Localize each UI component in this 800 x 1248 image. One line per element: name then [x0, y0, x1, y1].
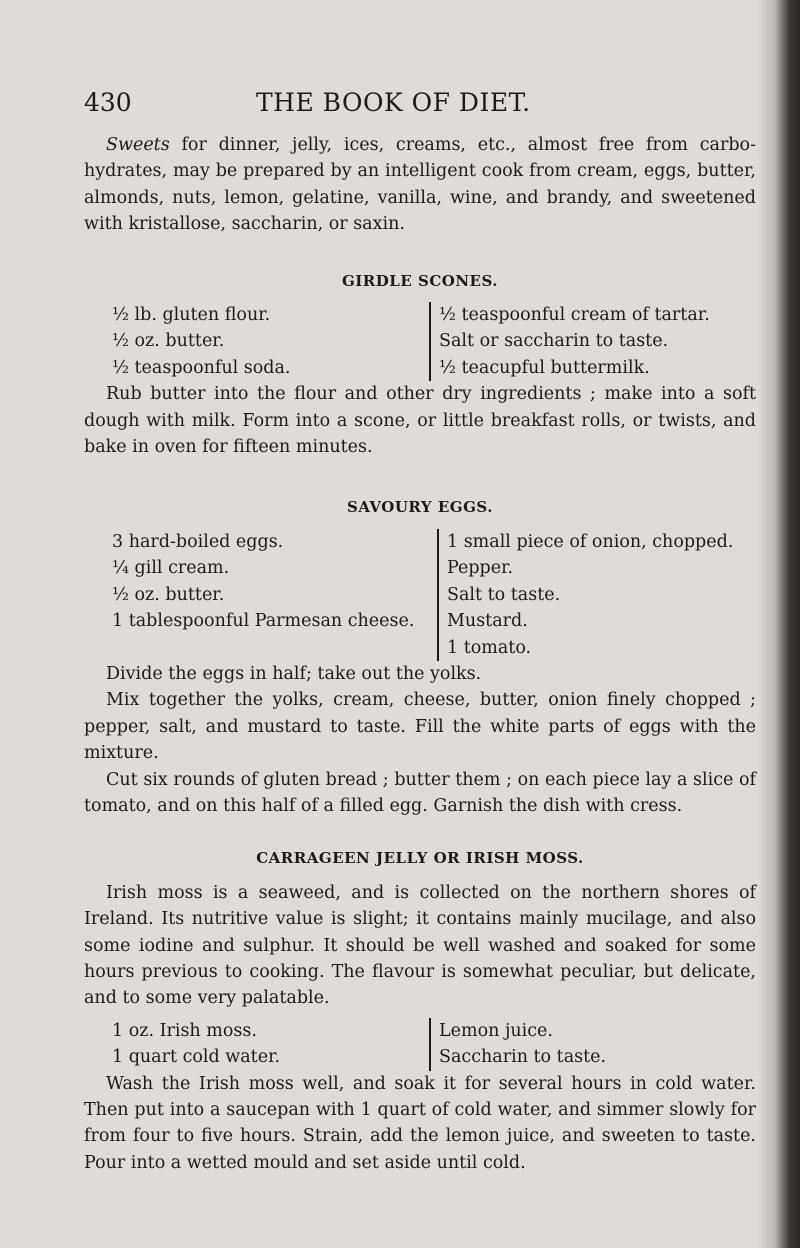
savoury-eggs-title: SAVOURY EGGS.	[347, 498, 493, 517]
book-page	[84, 86, 756, 1176]
ingredients-left	[84, 302, 429, 381]
ingredient-line: ½ oz. butter.	[112, 331, 225, 352]
girdle-scones-ingredients	[84, 302, 756, 381]
intro-lead: Sweets	[106, 135, 170, 155]
savoury-eggs-method-1: Divide the eggs in half; take out the yolks.	[106, 663, 482, 684]
carrageen-title: CARRAGEEN JELLY OR IRISH MOSS.	[256, 849, 584, 868]
ingredients-right	[437, 529, 756, 661]
savoury-eggs-method-2: Mix together the yolks, cream, cheese, butter, onion finely chopped ; pepper, salt, and mustard to taste. Fill the white parts of eggs with the mixture.	[84, 690, 756, 764]
ingredient-line: 3 hard-boiled eggs.	[112, 531, 284, 552]
ingredient-line: 1 oz. Irish moss.	[112, 1020, 257, 1041]
running-title: THE BOOK OF DIET.	[256, 88, 531, 117]
ingredient-line: Salt to taste.	[447, 584, 561, 605]
ingredient-line: ½ oz. butter.	[112, 584, 225, 605]
ingredient-line: ½ teacupful buttermilk.	[439, 357, 650, 378]
girdle-scones-title: GIRDLE SCONES.	[341, 271, 498, 290]
ingredients-right	[429, 1018, 756, 1071]
savoury-eggs-ingredients	[84, 529, 756, 661]
ingredient-line: ½ teaspoonful cream of tartar.	[439, 305, 710, 326]
ingredient-line: Saccharin to taste.	[439, 1047, 607, 1068]
carrageen-ingredients	[84, 1018, 756, 1071]
page-edge-shadow	[758, 0, 800, 1248]
ingredient-line: ¼ gill cream.	[112, 558, 230, 579]
intro-paragraph	[84, 132, 756, 238]
ingredient-line: Mustard.	[447, 611, 528, 632]
ingredient-line: Lemon juice.	[439, 1020, 553, 1041]
ingredient-line: 1 small piece of onion, chopped.	[447, 531, 734, 552]
ingredient-line: ½ teaspoonful soda.	[112, 357, 291, 378]
ingredient-line: 1 tablespoonful Parmesan cheese.	[112, 611, 415, 632]
ingredients-right	[429, 302, 756, 381]
ingredient-line: Salt or saccharin to taste.	[439, 331, 669, 352]
carrageen-description: Irish moss is a seaweed, and is collected on the northern shores of Ireland. Its nutritive value is slight; it contains mainly mucilage, and also some iodine and sulphur. It should be well washed and soaked for some hours previous to cooking. The flavour is somewhat peculiar, but delicate, and to some very palatable.	[84, 882, 756, 1009]
ingredient-line: 1 quart cold water.	[112, 1047, 281, 1068]
carrageen-method: Wash the Irish moss well, and soak it for several hours in cold water. Then put into a saucepan with 1 quart of cold water, and simmer slowly for from four to five hours. Strain, add the lemon juice, and sweeten to taste. Pour into a wetted mould and set aside until cold.	[84, 1073, 756, 1173]
page-number: 430	[84, 88, 132, 117]
ingredients-left	[84, 529, 437, 661]
girdle-scones-method: Rub butter into the flour and other dry ingredients ; make into a soft dough with milk. Form into a scone, or little breakfast rolls, or twists, and bake in oven for fifteen minutes.	[84, 384, 756, 458]
ingredient-line: 1 tomato.	[447, 637, 532, 658]
ingredient-line: Pepper.	[447, 558, 514, 579]
page-header	[84, 86, 756, 126]
intro-text: for dinner, jelly, ices, creams, etc., almost free from carbo-hydrates, may be prepared by an intelligent cook from cream, eggs, butter, almonds, nuts, lemon, gelatine, vanilla, wine, and brandy, and sweetened with kristallose, saccharin, or saxin.	[84, 135, 756, 235]
ingredient-line: ½ lb. gluten flour.	[112, 305, 271, 326]
savoury-eggs-method-3: Cut six rounds of gluten bread ; butter them ; on each piece lay a slice of tomato, and on this half of a filled egg. Garnish the dish with cress.	[84, 769, 756, 816]
ingredients-left	[84, 1018, 429, 1071]
